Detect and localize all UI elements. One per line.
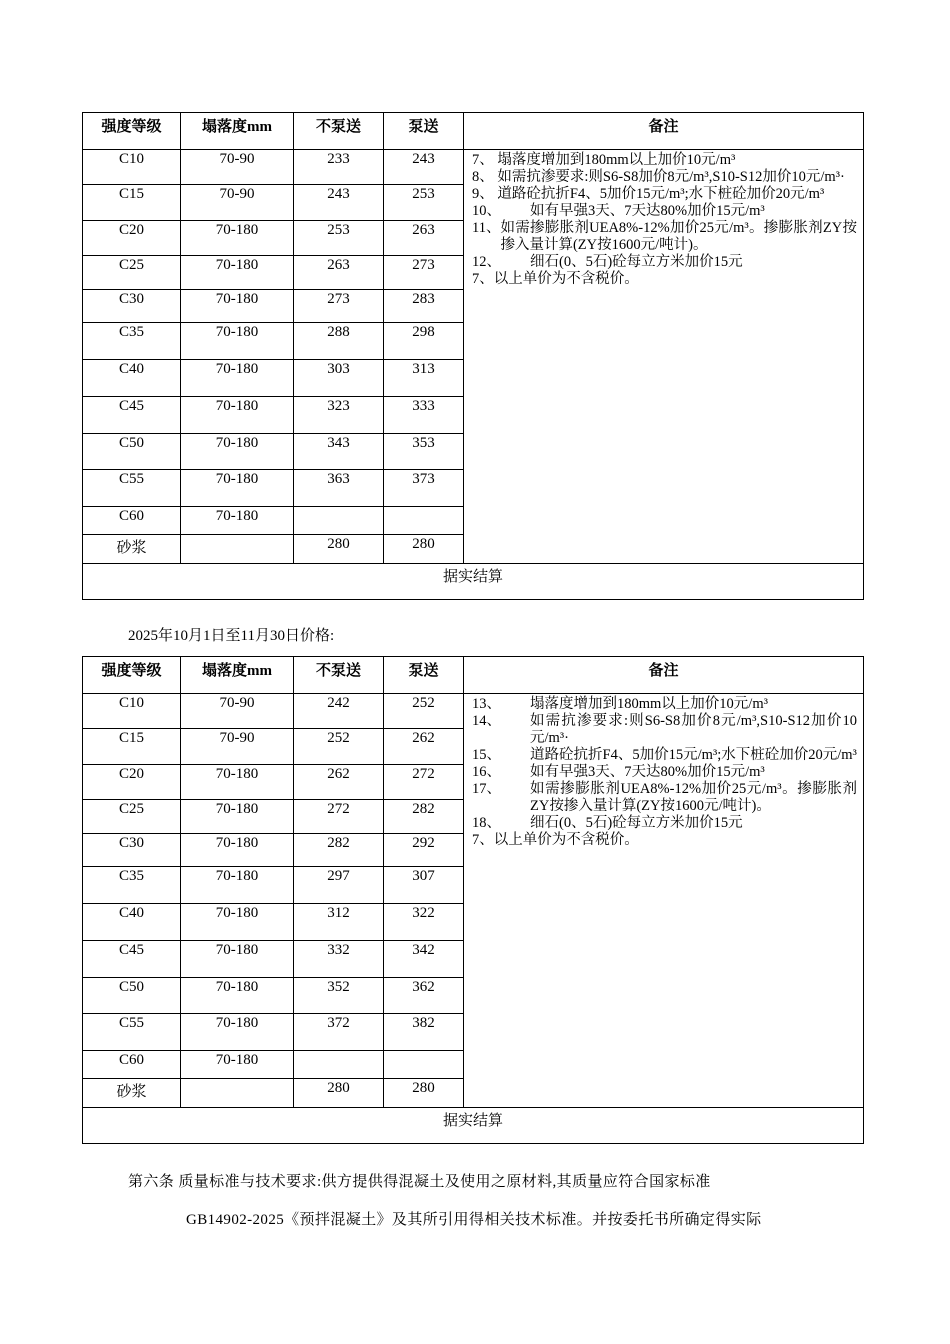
cell-nonpump: 280 (294, 1079, 384, 1108)
cell-slump: 70-180 (181, 1051, 294, 1079)
remark-text: 以上单价为不含税价。 (493, 832, 639, 848)
cell-grade: C15 (83, 729, 181, 765)
cell-pump: 333 (384, 397, 464, 434)
remark-item (472, 781, 857, 815)
cell-nonpump: 352 (294, 978, 384, 1014)
cell-nonpump: 272 (294, 800, 384, 834)
remark-number: 7、 (472, 271, 494, 287)
settlement-note: 据实结算 (83, 1108, 864, 1144)
remark-number: 8、 (472, 169, 498, 185)
price-table-1 (82, 112, 864, 600)
cell-pump: 322 (384, 904, 464, 941)
remark-text: 细石(0、5石)砼每立方米加价15元 (530, 254, 743, 270)
cell-pump (384, 507, 464, 535)
table-row (83, 694, 864, 729)
cell-nonpump: 282 (294, 834, 384, 867)
cell-grade: C25 (83, 256, 181, 290)
remark-text: 塌落度增加到180mm以上加价10元/m³ (497, 152, 736, 168)
remarks-cell (464, 150, 864, 564)
cell-nonpump: 363 (294, 470, 384, 507)
cell-grade: C60 (83, 1051, 181, 1079)
cell-slump: 70-180 (181, 434, 294, 470)
header-slump: 塌落度mm (181, 657, 294, 694)
cell-slump (181, 1079, 294, 1108)
cell-pump (384, 1051, 464, 1079)
remark-number: 11、 (472, 220, 501, 236)
remark-text: 如有早强3天、7天达80%加价15元/m³ (530, 203, 765, 219)
cell-grade: 砂浆 (83, 535, 181, 564)
cell-slump: 70-90 (181, 729, 294, 765)
cell-nonpump: 332 (294, 941, 384, 978)
cell-grade: C45 (83, 397, 181, 434)
cell-grade: C20 (83, 765, 181, 800)
remark-number: 7、 (472, 152, 498, 168)
cell-grade: C40 (83, 360, 181, 397)
cell-pump: 307 (384, 867, 464, 904)
cell-nonpump: 273 (294, 290, 384, 323)
header-remarks: 备注 (464, 113, 864, 150)
remark-item (472, 169, 857, 186)
cell-slump: 70-180 (181, 1014, 294, 1051)
cell-pump: 253 (384, 185, 464, 221)
cell-grade: C55 (83, 470, 181, 507)
cell-nonpump: 303 (294, 360, 384, 397)
header-remarks: 备注 (464, 657, 864, 694)
cell-slump: 70-180 (181, 323, 294, 360)
cell-slump: 70-180 (181, 867, 294, 904)
remark-text: 如需抗渗要求:则S6-S8加价8元/m³,S10-S12加价10元/m³· (530, 713, 857, 746)
table-footer-row (83, 1108, 864, 1144)
cell-slump: 70-90 (181, 150, 294, 185)
cell-pump: 262 (384, 729, 464, 765)
remark-item (472, 764, 857, 781)
cell-pump: 342 (384, 941, 464, 978)
cell-grade: C40 (83, 904, 181, 941)
cell-pump: 282 (384, 800, 464, 834)
cell-slump: 70-180 (181, 221, 294, 256)
cell-slump: 70-180 (181, 290, 294, 323)
clause-six-line-1: 第六条 质量标准与技术要求:供方提供得混凝土及使用之原材料,其质量应符合国家标准 (128, 1174, 711, 1190)
cell-grade: C20 (83, 221, 181, 256)
cell-slump: 70-180 (181, 507, 294, 535)
cell-slump: 70-180 (181, 800, 294, 834)
cell-slump: 70-90 (181, 185, 294, 221)
cell-grade: C10 (83, 694, 181, 729)
settlement-note: 据实结算 (83, 564, 864, 600)
remark-text: 如需抗渗要求:则S6-S8加价8元/m³,S10-S12加价10元/m³· (497, 169, 845, 185)
remark-number: 14、 (472, 713, 530, 729)
cell-nonpump: 263 (294, 256, 384, 290)
cell-slump (181, 535, 294, 564)
remark-number: 18、 (472, 815, 530, 831)
cell-nonpump: 343 (294, 434, 384, 470)
cell-grade: C60 (83, 507, 181, 535)
cell-pump: 353 (384, 434, 464, 470)
cell-slump: 70-180 (181, 397, 294, 434)
remark-number: 17、 (472, 781, 530, 797)
cell-grade: C50 (83, 434, 181, 470)
remark-text: 以上单价为不含税价。 (493, 271, 639, 287)
table-row (83, 150, 864, 185)
remark-text: 道路砼抗折F4、5加价15元/m³;水下桩砼加价20元/m³ (497, 186, 825, 202)
header-nonpump: 不泵送 (294, 113, 384, 150)
remark-text: 如有早强3天、7天达80%加价15元/m³ (530, 764, 765, 780)
table-footer-row (83, 564, 864, 600)
remark-item (472, 186, 857, 203)
remarks-cell (464, 694, 864, 1108)
remark-text: 如需掺膨胀剂UEA8%-12%加价25元/m³。掺膨胀剂ZY按掺入量计算(ZY按1600元/吨计)。 (530, 781, 857, 814)
header-nonpump: 不泵送 (294, 657, 384, 694)
cell-pump: 362 (384, 978, 464, 1014)
cell-slump: 70-180 (181, 470, 294, 507)
cell-grade: 砂浆 (83, 1079, 181, 1108)
cell-nonpump: 312 (294, 904, 384, 941)
cell-slump: 70-180 (181, 904, 294, 941)
remark-text: 细石(0、5石)砼每立方米加价15元 (530, 815, 743, 831)
cell-pump: 292 (384, 834, 464, 867)
remark-item (472, 832, 857, 849)
cell-pump: 273 (384, 256, 464, 290)
period-label: 2025年10月1日至11月30日价格: (128, 628, 335, 644)
cell-pump: 280 (384, 1079, 464, 1108)
cell-grade: C25 (83, 800, 181, 834)
header-pump: 泵送 (384, 657, 464, 694)
remark-number: 10、 (472, 203, 530, 219)
cell-pump: 272 (384, 765, 464, 800)
cell-slump: 70-180 (181, 765, 294, 800)
remark-text: 塌落度增加到180mm以上加价10元/m³ (530, 696, 768, 712)
cell-nonpump: 253 (294, 221, 384, 256)
cell-grade: C15 (83, 185, 181, 221)
remark-number: 12、 (472, 254, 530, 270)
cell-pump: 373 (384, 470, 464, 507)
cell-nonpump: 280 (294, 535, 384, 564)
cell-slump: 70-180 (181, 978, 294, 1014)
remark-number: 16、 (472, 764, 530, 780)
price-table-2 (82, 656, 864, 1144)
table-header-row (83, 657, 864, 694)
cell-slump: 70-90 (181, 694, 294, 729)
cell-grade: C35 (83, 867, 181, 904)
cell-pump: 252 (384, 694, 464, 729)
remark-text: 道路砼抗折F4、5加价15元/m³;水下桩砼加价20元/m³ (530, 747, 857, 763)
cell-nonpump: 323 (294, 397, 384, 434)
cell-nonpump: 297 (294, 867, 384, 904)
cell-nonpump (294, 1051, 384, 1079)
cell-grade: C30 (83, 290, 181, 323)
cell-nonpump: 262 (294, 765, 384, 800)
cell-grade: C30 (83, 834, 181, 867)
cell-grade: C50 (83, 978, 181, 1014)
cell-grade: C45 (83, 941, 181, 978)
remark-item (472, 713, 857, 747)
table-header-row (83, 113, 864, 150)
remark-number: 13、 (472, 696, 530, 712)
cell-nonpump: 288 (294, 323, 384, 360)
cell-grade: C55 (83, 1014, 181, 1051)
remark-item (472, 220, 857, 254)
cell-slump: 70-180 (181, 256, 294, 290)
remark-item (472, 815, 857, 832)
cell-pump: 243 (384, 150, 464, 185)
header-grade: 强度等级 (83, 113, 181, 150)
header-slump: 塌落度mm (181, 113, 294, 150)
remark-text: 如需掺膨胀剂UEA8%-12%加价25元/m³。掺膨胀剂ZY按掺入量计算(ZY按1600元/吨计)。 (500, 220, 857, 253)
cell-slump: 70-180 (181, 941, 294, 978)
cell-nonpump: 372 (294, 1014, 384, 1051)
cell-grade: C35 (83, 323, 181, 360)
remark-item (472, 747, 857, 764)
remark-item (472, 254, 857, 271)
remark-item (472, 203, 857, 220)
remark-item (472, 152, 857, 169)
cell-nonpump: 233 (294, 150, 384, 185)
remark-number: 15、 (472, 747, 530, 763)
cell-pump: 263 (384, 221, 464, 256)
cell-slump: 70-180 (181, 360, 294, 397)
clause-six-line-2: GB14902-2025《预拌混凝土》及其所引用得相关技术标准。并按委托书所确定得实际 (186, 1212, 762, 1228)
cell-grade: C10 (83, 150, 181, 185)
remark-number: 7、 (472, 832, 494, 848)
cell-pump: 283 (384, 290, 464, 323)
cell-pump: 313 (384, 360, 464, 397)
cell-nonpump: 242 (294, 694, 384, 729)
cell-nonpump (294, 507, 384, 535)
remark-item (472, 696, 857, 713)
remark-item (472, 271, 857, 288)
cell-pump: 382 (384, 1014, 464, 1051)
cell-nonpump: 252 (294, 729, 384, 765)
header-grade: 强度等级 (83, 657, 181, 694)
cell-nonpump: 243 (294, 185, 384, 221)
header-pump: 泵送 (384, 113, 464, 150)
cell-pump: 280 (384, 535, 464, 564)
cell-pump: 298 (384, 323, 464, 360)
cell-slump: 70-180 (181, 834, 294, 867)
remark-number: 9、 (472, 186, 498, 202)
